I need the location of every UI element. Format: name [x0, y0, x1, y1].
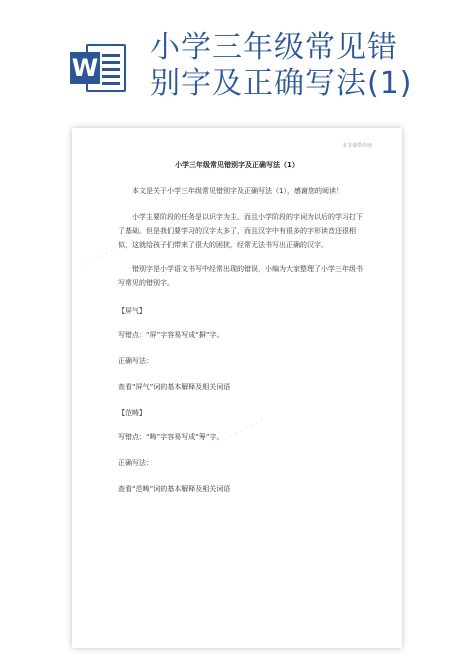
entry-1-lookup: 查看“屏气”词的基本解释及相关词语 [118, 383, 231, 391]
entry-1-correct: 正确写法： [118, 357, 153, 365]
entry-1-word: 【屏气】 [118, 307, 146, 315]
watermark: · · · · · · · · · · [82, 235, 136, 271]
document-page [72, 128, 402, 648]
banner-title-line-1: 小学三年级常见错 [150, 30, 398, 65]
entry-2-correct: 正确写法： [118, 459, 153, 467]
word-doc-icon [70, 40, 128, 96]
paragraph-2: 错别字是小学语文书写中经常出现的错误，小编为大家整理了小学三年级书写常见的错别字。 [118, 265, 363, 287]
entry-2-word: 【范畴】 [118, 409, 146, 417]
paragraph-1: 小学主要阶段的任务是以识字为主，而且小学阶段的字词为以后的学习打下了基础。但是我们要学习的汉字太多了，而且汉字中有很多的字形读音还很相似，这就给孩子们带来了很大的困扰，经常无法书写出正确的汉字。 [118, 213, 363, 249]
banner-title-line-2: 别字及正确写法(1) [150, 66, 413, 101]
entry-2-lookup: 查看“范畴”词的基本解释及相关词语 [118, 485, 231, 493]
intro-paragraph: 本文是关于小学三年级常见错别字及正确写法（1），感谢您的阅读！ [132, 187, 343, 195]
entry-2-mistake: 写错点：“畴”字容易写成“筹”字。 [118, 433, 224, 441]
document-title: 小学三年级常见错别字及正确写法（1） [175, 161, 299, 169]
header-note: 本节课带你读 [341, 143, 372, 149]
banner [0, 0, 474, 110]
entry-1-mistake: 写错点：“屏”字容易写成“摒”字。 [118, 331, 224, 339]
word-letter: W [71, 54, 99, 82]
watermark: · · · · · · · · · · [212, 415, 266, 451]
banner-title [150, 30, 470, 102]
